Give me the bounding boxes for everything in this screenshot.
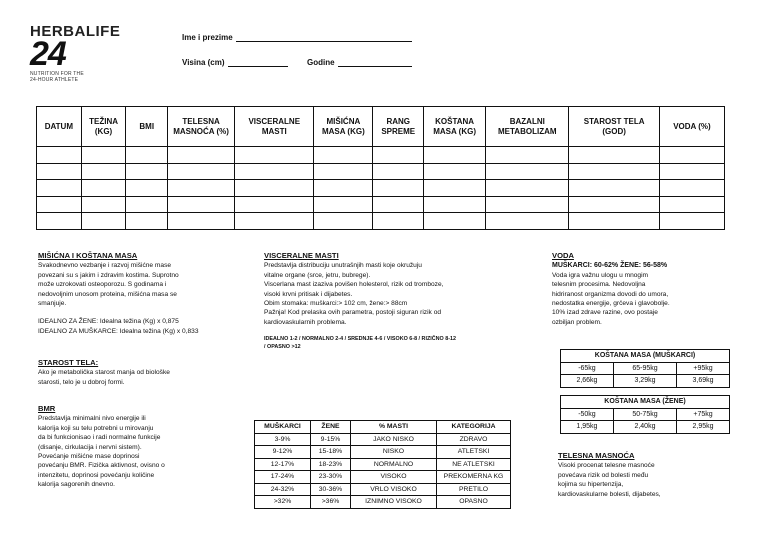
- measurement-row: [37, 213, 725, 230]
- measurement-header-row: [37, 107, 725, 147]
- body-fat-line: povećava rizik od bolesti među: [558, 471, 649, 479]
- fat-cell: >36%: [311, 496, 351, 509]
- measurement-cell[interactable]: [424, 196, 486, 213]
- measurement-cell[interactable]: [81, 213, 126, 230]
- bmr-section: [38, 404, 238, 490]
- header-visceralne-masti: VISCERALNE MASTI: [235, 107, 314, 147]
- measurement-cell[interactable]: [37, 196, 82, 213]
- muscle-line: nedovoljnim unosom proteina, mišićna masa se: [38, 290, 177, 298]
- bone-men-title: KOŠTANA MASA (MUŠKARCI): [561, 350, 730, 363]
- logo-number: 24: [30, 35, 66, 73]
- bone-men-cell: 65-95kg: [613, 362, 676, 375]
- measurement-body: [37, 147, 725, 230]
- fat-cell: 17-24%: [255, 471, 311, 484]
- height-label: Visina (cm): [182, 58, 225, 67]
- bmr-line: Povećanje mišićne mase doprinosi: [38, 453, 140, 461]
- bone-mass-men-table: [560, 349, 730, 388]
- muscle-line: smanjuje.: [38, 300, 67, 308]
- measurement-cell[interactable]: [81, 180, 126, 197]
- body-age-section: [38, 358, 238, 387]
- header-kostana-masa: KOŠTANA MASA (KG): [424, 107, 486, 147]
- measurement-cell[interactable]: [235, 147, 314, 164]
- visceral-title: VISCERALNE MASTI: [264, 251, 339, 260]
- fat-cell: OPASNO: [437, 496, 511, 509]
- visceral-line: Pažnja! Kod prelaska ovih parametra, postoji siguran rizik od: [264, 309, 442, 317]
- body-age-title: STAROST TELA:: [38, 358, 99, 367]
- measurement-cell[interactable]: [569, 180, 659, 197]
- fat-cell: IZNIMNO VISOKO: [351, 496, 437, 509]
- measurement-cell[interactable]: [235, 196, 314, 213]
- bmr-line: da bi funkcionisao i radi normalne funkcije: [38, 434, 161, 442]
- fat-body: [255, 433, 511, 508]
- measurement-cell[interactable]: [37, 213, 82, 230]
- body-age-line: Ako je metabolička starost manja od biološke: [38, 369, 170, 377]
- fat-row: [255, 433, 511, 446]
- measurement-cell[interactable]: [37, 180, 82, 197]
- measurement-cell[interactable]: [424, 147, 486, 164]
- fat-cell: >32%: [255, 496, 311, 509]
- bone-women-cell: 50-75kg: [613, 408, 676, 421]
- fat-cell: 18-23%: [311, 458, 351, 471]
- fat-cell: NISKO: [351, 446, 437, 459]
- bone-men-cell: +95kg: [677, 362, 730, 375]
- fat-cell: 23-30%: [311, 471, 351, 484]
- bmr-line: (disanje, cirkulacija i nervni sistem).: [38, 443, 142, 451]
- measurement-cell[interactable]: [168, 196, 235, 213]
- fat-row: [255, 483, 511, 496]
- measurement-cell[interactable]: [373, 196, 424, 213]
- measurement-cell[interactable]: [126, 163, 168, 180]
- bmr-line: kalorija sagorenih dnevno.: [38, 481, 115, 489]
- measurement-cell[interactable]: [569, 213, 659, 230]
- name-label: Ime i prezime: [182, 33, 233, 42]
- measurement-cell[interactable]: [373, 163, 424, 180]
- measurement-cell[interactable]: [373, 213, 424, 230]
- fat-cell: 24-32%: [255, 483, 311, 496]
- bone-women-cell: 1,95kg: [561, 421, 614, 434]
- measurement-row: [37, 163, 725, 180]
- measurement-cell[interactable]: [569, 196, 659, 213]
- measurement-cell[interactable]: [168, 180, 235, 197]
- visceral-line: Obim stomaka: muškarci:> 102 cm, žene:> 88cm: [264, 300, 408, 308]
- bone-men-cell: 3,69kg: [677, 375, 730, 388]
- fat-cell: JAKO NISKO: [351, 433, 437, 446]
- herbalife24-logo: [30, 23, 121, 83]
- water-line: 10% izad zdrave razine, ovo postaje: [552, 309, 658, 317]
- water-line: ozbiljan problem.: [552, 318, 602, 326]
- height-line[interactable]: [228, 59, 288, 67]
- measurement-cell[interactable]: [168, 147, 235, 164]
- header-starost-tela: STAROST TELA (GOD): [569, 107, 659, 147]
- measurement-cell[interactable]: [168, 213, 235, 230]
- measurement-cell[interactable]: [424, 180, 486, 197]
- header-voda: VODA (%): [659, 107, 724, 147]
- bone-women-cell: 2,95kg: [677, 421, 730, 434]
- measurement-cell[interactable]: [37, 163, 82, 180]
- measurement-cell[interactable]: [235, 163, 314, 180]
- name-field[interactable]: [182, 33, 412, 42]
- measurement-cell[interactable]: [486, 213, 569, 230]
- measurement-cell[interactable]: [126, 213, 168, 230]
- fat-cell: NORMALNO: [351, 458, 437, 471]
- measurement-cell[interactable]: [424, 213, 486, 230]
- visceral-line: visoki krvni pritisak i dijabetes.: [264, 290, 353, 298]
- measurement-cell[interactable]: [486, 180, 569, 197]
- measurement-cell[interactable]: [81, 147, 126, 164]
- muscle-line: može uzrokovati osteoporozu. S godinama i: [38, 281, 167, 289]
- fat-cell: PRETILO: [437, 483, 511, 496]
- bone-mass-women-table: [560, 395, 730, 434]
- body-fat-line: kardiovaskularne bolesti, dijabetes,: [558, 490, 661, 498]
- bone-women-title: KOŠTANA MASA (ŽENE): [561, 396, 730, 409]
- visceral-levels-2: / OPASNO >12: [264, 344, 301, 351]
- visceral-line: Viscerlana mast izaziva povišen holesterol, rizik od tromboze,: [264, 281, 444, 289]
- body-fat-line: Visoki procenat telesne masnoće: [558, 462, 655, 470]
- measurement-cell[interactable]: [235, 213, 314, 230]
- measurement-cell[interactable]: [81, 163, 126, 180]
- visceral-levels-1: IDEALNO 1-2 / NORMALNO 2-4 / SREDNJE 4-6 / VISOKO 6-8 / RIZIČNO 8-12: [264, 336, 457, 343]
- measurement-cell[interactable]: [126, 147, 168, 164]
- measurement-cell[interactable]: [235, 180, 314, 197]
- fat-cell: PREKOMERNA KG: [437, 471, 511, 484]
- bmr-line: intenzitetu, doprinosi povećanju količine: [38, 471, 155, 479]
- measurement-cell[interactable]: [659, 180, 724, 197]
- muscle-line: povezani su s jakim i zdravim kostima. Suprotno: [38, 271, 179, 279]
- measurement-cell[interactable]: [314, 213, 373, 230]
- fat-cell: 15-18%: [311, 446, 351, 459]
- fat-cell: ZDRAVO: [437, 433, 511, 446]
- fat-row: [255, 458, 511, 471]
- visceral-section: [264, 251, 514, 351]
- bone-women-cell: 2,40kg: [613, 421, 676, 434]
- measurement-cell[interactable]: [168, 163, 235, 180]
- header-bmi: BMI: [126, 107, 168, 147]
- water-ranges: MUŠKARCI: 60-62% ŽENE: 56-58%: [552, 262, 668, 270]
- water-line: Voda igra važnu ulogu u mnogim: [552, 271, 649, 279]
- measurement-cell[interactable]: [314, 147, 373, 164]
- fat-header-men: MUŠKARCI: [255, 421, 311, 434]
- bmr-title: BMR: [38, 404, 56, 413]
- measurement-cell[interactable]: [659, 213, 724, 230]
- visceral-line: kardiovaskularnih problema.: [264, 318, 347, 326]
- measurement-cell[interactable]: [486, 196, 569, 213]
- measurement-cell[interactable]: [314, 180, 373, 197]
- muscle-title: MIŠIĆNA I KOŠTANA MASA: [38, 251, 138, 260]
- measurement-cell[interactable]: [314, 196, 373, 213]
- fat-row: [255, 446, 511, 459]
- bmr-line: kalorija koji su telu potrebni u mirovanju: [38, 424, 154, 432]
- measurement-cell[interactable]: [569, 147, 659, 164]
- header-datum: DATUM: [37, 107, 82, 147]
- year-label: Godine: [307, 58, 335, 67]
- water-title: VODA: [552, 251, 574, 260]
- fat-header-category: KATEGORIJA: [437, 421, 511, 434]
- bone-men-cell: 3,29kg: [613, 375, 676, 388]
- bone-men-cell: -65kg: [561, 362, 614, 375]
- measurement-cell[interactable]: [424, 163, 486, 180]
- measurement-cell[interactable]: [37, 147, 82, 164]
- fat-cell: ATLETSKI: [437, 446, 511, 459]
- muscle-line: Svakodnevno vezbanje i razvoj mišićne mase: [38, 262, 172, 270]
- measurement-cell[interactable]: [81, 196, 126, 213]
- header-misicna-masa: MIŠIĆNA MASA (KG): [314, 107, 373, 147]
- fat-cell: VISOKO: [351, 471, 437, 484]
- measurement-cell[interactable]: [659, 147, 724, 164]
- fat-cell: 30-36%: [311, 483, 351, 496]
- header-bazalni-metabolizam: BAZALNI METABOLIZAM: [486, 107, 569, 147]
- header-tezina: TEŽINA (KG): [81, 107, 126, 147]
- visceral-line: vitalne organe (srce, jetru, bubrege).: [264, 271, 371, 279]
- logo-brand: HERBALIFE: [30, 23, 121, 40]
- fat-cell: 12-17%: [255, 458, 311, 471]
- measurement-cell[interactable]: [373, 147, 424, 164]
- bmr-line: povećanju BMR. Fizička aktivnost, ovisno o: [38, 462, 165, 470]
- measurement-cell[interactable]: [486, 163, 569, 180]
- year-line[interactable]: [338, 59, 412, 67]
- bone-women-cell: +75kg: [677, 408, 730, 421]
- ideal-men: IDEALNO ZA MUŠKARCE: Idealna težina (Kg) x 0,833: [38, 327, 199, 335]
- fat-cell: 3-9%: [255, 433, 311, 446]
- body-fat-title: TELESNA MASNOĆA: [558, 451, 635, 460]
- measurement-cell[interactable]: [126, 196, 168, 213]
- water-line: nedostatka energije, grčeva i glavobolje.: [552, 300, 670, 308]
- body-fat-section: [558, 451, 758, 499]
- measurement-cell[interactable]: [373, 180, 424, 197]
- ideal-women: IDEALNO ZA ŽENE: Idealna težina (Kg) x 0,875: [38, 318, 179, 326]
- fat-cell: NE ATLETSKI: [437, 458, 511, 471]
- year-field[interactable]: [307, 58, 412, 67]
- measurement-cell[interactable]: [569, 163, 659, 180]
- fat-cell: VRLO VISOKO: [351, 483, 437, 496]
- measurement-cell[interactable]: [126, 180, 168, 197]
- logo-tagline-1: NUTRITION FOR THE: [30, 71, 84, 77]
- water-line: telesnim procesima. Nedovoljna: [552, 281, 646, 289]
- fat-row: [255, 496, 511, 509]
- header-telesna-masnoca: TELESNA MASNOĆA (%): [168, 107, 235, 147]
- body-age-line: starosti, telo je u dobroj formi.: [38, 378, 125, 386]
- fat-cell: 9-12%: [255, 446, 311, 459]
- measurement-row: [37, 180, 725, 197]
- measurement-row: [37, 196, 725, 213]
- logo-tagline-2: 24-HOUR ATHLETE: [30, 77, 79, 83]
- measurement-cell[interactable]: [659, 163, 724, 180]
- bmr-line: Predstavlja minimalni nivo energije ili: [38, 415, 146, 423]
- body-fat-line: kojima su hipertenzija,: [558, 481, 624, 489]
- header-rang-spreme: RANG SPREME: [373, 107, 424, 147]
- measurement-cell[interactable]: [314, 163, 373, 180]
- fat-cell: 9-15%: [311, 433, 351, 446]
- measurement-cell[interactable]: [659, 196, 724, 213]
- measurement-cell[interactable]: [486, 147, 569, 164]
- water-section: [552, 251, 752, 327]
- measurement-row: [37, 147, 725, 164]
- bone-men-cell: 2,66kg: [561, 375, 614, 388]
- fat-header-women: ŽENE: [311, 421, 351, 434]
- visceral-line: Predstavlja distribuciju unutrašnjih masti koje okružuju: [264, 262, 422, 270]
- fat-header-percent: % MASTI: [351, 421, 437, 434]
- name-line[interactable]: [236, 34, 412, 42]
- measurement-table: [36, 106, 725, 230]
- bone-women-cell: -50kg: [561, 408, 614, 421]
- fat-row: [255, 471, 511, 484]
- fat-category-table: [254, 420, 511, 509]
- water-line: hidriranost organizma dovodi do umora,: [552, 290, 669, 298]
- height-field[interactable]: [182, 58, 288, 67]
- fat-header-row: [255, 421, 511, 434]
- muscle-section: [38, 251, 238, 336]
